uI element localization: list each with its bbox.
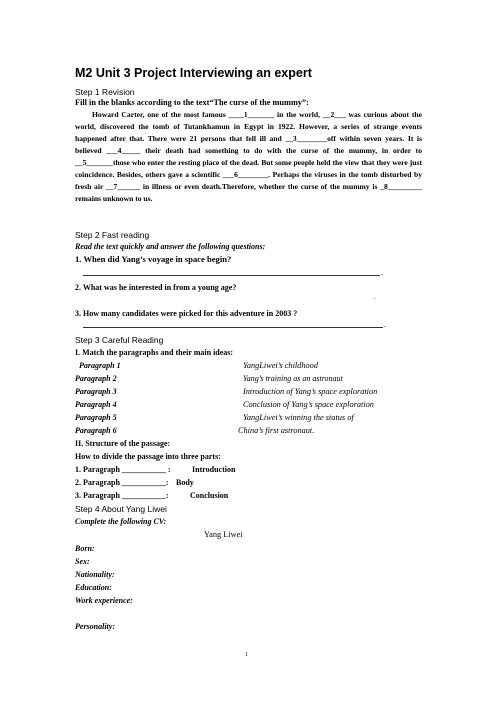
step2-instruction: Read the text quickly and answer the following questions:: [75, 242, 266, 251]
step3-heading: Step 3 Careful Reading: [75, 335, 164, 345]
structure-part-2-label: 2. Paragraph ___________:: [75, 478, 169, 487]
cv-field-born: Born:: [75, 544, 95, 553]
cv-field-work-experience: Work experience:: [75, 596, 133, 605]
structure-instruction: How to divide the passage into three parts:: [75, 452, 221, 461]
main-idea-4: Conclusion of Yang’s space exploration: [243, 400, 374, 409]
answer-end-dot-3: .: [384, 320, 386, 329]
structure-part-3-label: 3. Paragraph ___________:: [75, 491, 169, 500]
paragraph-label-4: Paragraph 4: [75, 400, 117, 409]
question-3: 3. How many candidates were picked for this adventure in 2003 ?: [75, 309, 298, 318]
paragraph-label-3: Paragraph 3: [75, 387, 117, 396]
step4-instruction: Complete the following CV:: [75, 517, 167, 526]
paragraph-label-6: Paragraph 6: [75, 426, 117, 435]
step2-heading: Step 2 Fast reading: [75, 230, 150, 240]
answer-end-dot-1: .: [381, 268, 383, 277]
paragraph-label-2: Paragraph 2: [75, 374, 117, 383]
main-idea-2: Yang’s training as an astronaut: [243, 374, 343, 383]
cv-title: Yang Liwei: [204, 530, 243, 539]
step1-instruction: Fill in the blanks according to the text“The curse of the mummy”:: [75, 98, 309, 107]
cv-field-personality: Personality:: [75, 622, 115, 631]
structure-part-1-label: 1. Paragraph ___________ :: [75, 465, 171, 474]
structure-part-1-value: Introduction: [192, 465, 236, 474]
main-idea-6: China’s first astronaut.: [238, 426, 315, 435]
structure-heading: II. Structure of the passage:: [75, 439, 171, 448]
cv-field-nationality: Nationality:: [75, 570, 115, 579]
main-idea-3: Introduction of Yang’s space exploration: [243, 387, 378, 396]
page-title: M2 Unit 3 Project Interviewing an expert: [75, 66, 312, 80]
answer-line-3[interactable]: [83, 327, 383, 328]
cv-field-education: Education:: [75, 583, 112, 592]
step1-cloze-paragraph: Howard Carter, one of the most famous ____1_______ in the world, __2___ was curious about the world, discovered the tomb of Tutankhamun in Egypt in 1922. However, a series of strange events happened after that. There were 21 persons that fell ill and __3________off within seven years. It is believed ___4_____ their death had something to do with the curse of the mummy, in order to __5_______those who enter the resting place of the dead. But some people held the view that they were just coincidence. Besides, others gave a scientific ___6________. Perhaps the viruses in the tomb disturbed by fresh air __7______ in illness or even death.Therefore, whether the curse of the mummy is _8_________ remains unknown to us.: [75, 110, 422, 203]
question-1: 1. When did Yang’s voyage in space begin?: [75, 254, 232, 264]
main-idea-1: YangLiwei’s childhood: [243, 361, 318, 370]
structure-part-2-value: Body: [176, 478, 194, 487]
step4-heading: Step 4 About Yang Liwei: [75, 504, 167, 514]
main-idea-5: YangLiwei’s winning the status of: [243, 413, 354, 422]
cv-field-sex: Sex:: [75, 557, 90, 566]
answer-line-1[interactable]: [83, 275, 380, 276]
match-heading: I. Match the paragraphs and their main ideas:: [75, 348, 234, 357]
page-number: 1: [245, 652, 248, 658]
paragraph-label-1: Paragraph 1: [79, 361, 121, 370]
answer-end-dot-2: .: [374, 295, 376, 301]
structure-part-3-value: Conclusion: [190, 491, 229, 500]
question-2: 2. What was he interested in from a young age?: [75, 283, 237, 292]
step1-heading: Step 1 Revision: [75, 87, 135, 97]
paragraph-label-5: Paragraph 5: [75, 413, 117, 422]
